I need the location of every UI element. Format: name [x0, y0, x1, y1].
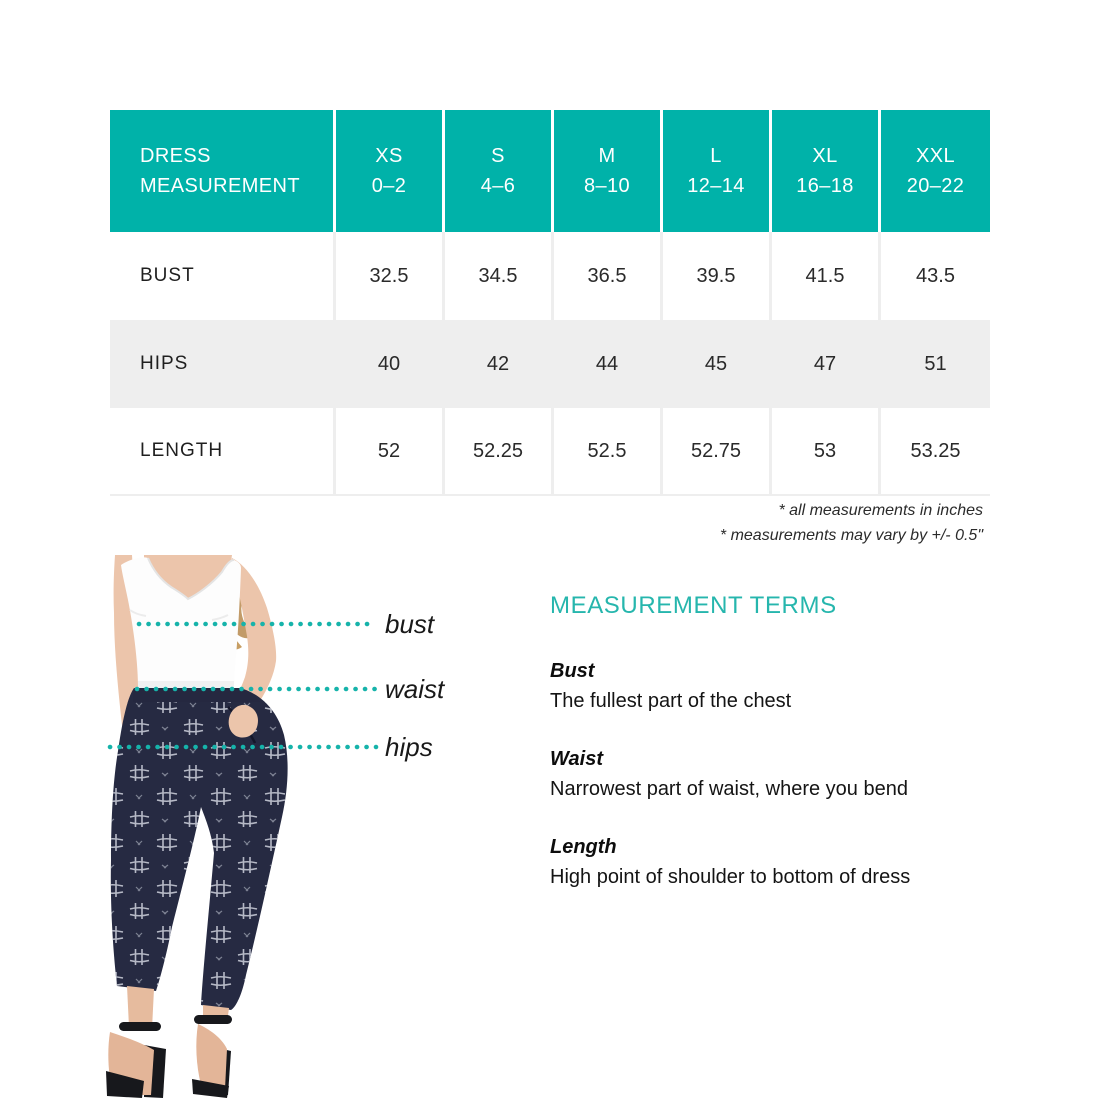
term-definition: High point of shoulder to bottom of dress [550, 866, 911, 888]
column-header-xl [772, 110, 881, 232]
table-cell: 32.5 [336, 232, 445, 320]
table-cell: 51 [881, 320, 990, 408]
table-cell: 52.75 [663, 408, 772, 494]
table-cell: 52.25 [445, 408, 554, 494]
size-chart-table [110, 110, 990, 496]
column-header-l [663, 110, 772, 232]
column-header-s [445, 110, 554, 232]
term-name: Waist [550, 748, 603, 770]
table-footnotes [110, 499, 983, 548]
terms-heading: MEASUREMENT TERMS [550, 592, 837, 619]
size-name: S [491, 145, 505, 167]
table-cell: 52.5 [554, 408, 663, 494]
term-length [550, 832, 1030, 892]
table-header-row [110, 110, 990, 232]
table-cell: 45 [663, 320, 772, 408]
table-title-line1: DRESS [140, 145, 211, 167]
waist-line-label: waist [385, 674, 445, 704]
size-range: 12–14 [687, 175, 745, 197]
column-header-xxl [881, 110, 990, 232]
size-name: L [710, 145, 722, 167]
footnote-variance: * measurements may vary by +/- 0.5" [719, 526, 983, 544]
table-cell: 39.5 [663, 232, 772, 320]
table-header-title [110, 110, 336, 232]
size-name: M [598, 145, 616, 167]
row-label: BUST [110, 232, 336, 320]
table-row-bust [110, 232, 990, 320]
size-range: 20–22 [906, 175, 965, 197]
size-range: 0–2 [371, 175, 407, 197]
model-photo [100, 555, 570, 1100]
size-name: XS [375, 145, 403, 167]
row-label: LENGTH [110, 408, 336, 494]
model-measurement-figure [100, 555, 570, 1100]
term-definition: Narrowest part of waist, where you bend [550, 778, 908, 800]
term-name: Bust [550, 660, 595, 682]
size-range: 8–10 [583, 175, 631, 197]
size-range: 16–18 [796, 175, 854, 197]
term-bust [550, 656, 1030, 716]
model-left-shoe [106, 1022, 166, 1098]
term-name: Length [550, 836, 617, 858]
table-cell: 47 [772, 320, 881, 408]
size-range: 4–6 [480, 175, 516, 197]
row-label: HIPS [110, 320, 336, 408]
table-cell: 42 [445, 320, 554, 408]
table-row-length [110, 408, 990, 496]
table-title-line2: MEASUREMENT [140, 175, 300, 197]
table-cell: 34.5 [445, 232, 554, 320]
table-row-hips [110, 320, 990, 408]
term-waist [550, 744, 1030, 804]
hips-line-label: hips [385, 732, 433, 762]
column-header-m [554, 110, 663, 232]
table-cell: 36.5 [554, 232, 663, 320]
table-cell: 44 [554, 320, 663, 408]
size-name: XXL [915, 145, 955, 167]
table-cell: 53.25 [881, 408, 990, 494]
table-cell: 41.5 [772, 232, 881, 320]
footnote-inches: * all measurements in inches [778, 502, 983, 519]
measurement-terms-section [550, 592, 1030, 920]
model-right-shoe [192, 1015, 232, 1098]
table-cell: 40 [336, 320, 445, 408]
table-cell: 52 [336, 408, 445, 494]
table-cell: 43.5 [881, 232, 990, 320]
table-cell: 53 [772, 408, 881, 494]
term-definition: The fullest part of the chest [550, 690, 792, 712]
model-pants [111, 688, 288, 1010]
bust-line-label: bust [385, 609, 435, 639]
column-header-xs [336, 110, 445, 232]
size-name: XL [812, 145, 838, 167]
